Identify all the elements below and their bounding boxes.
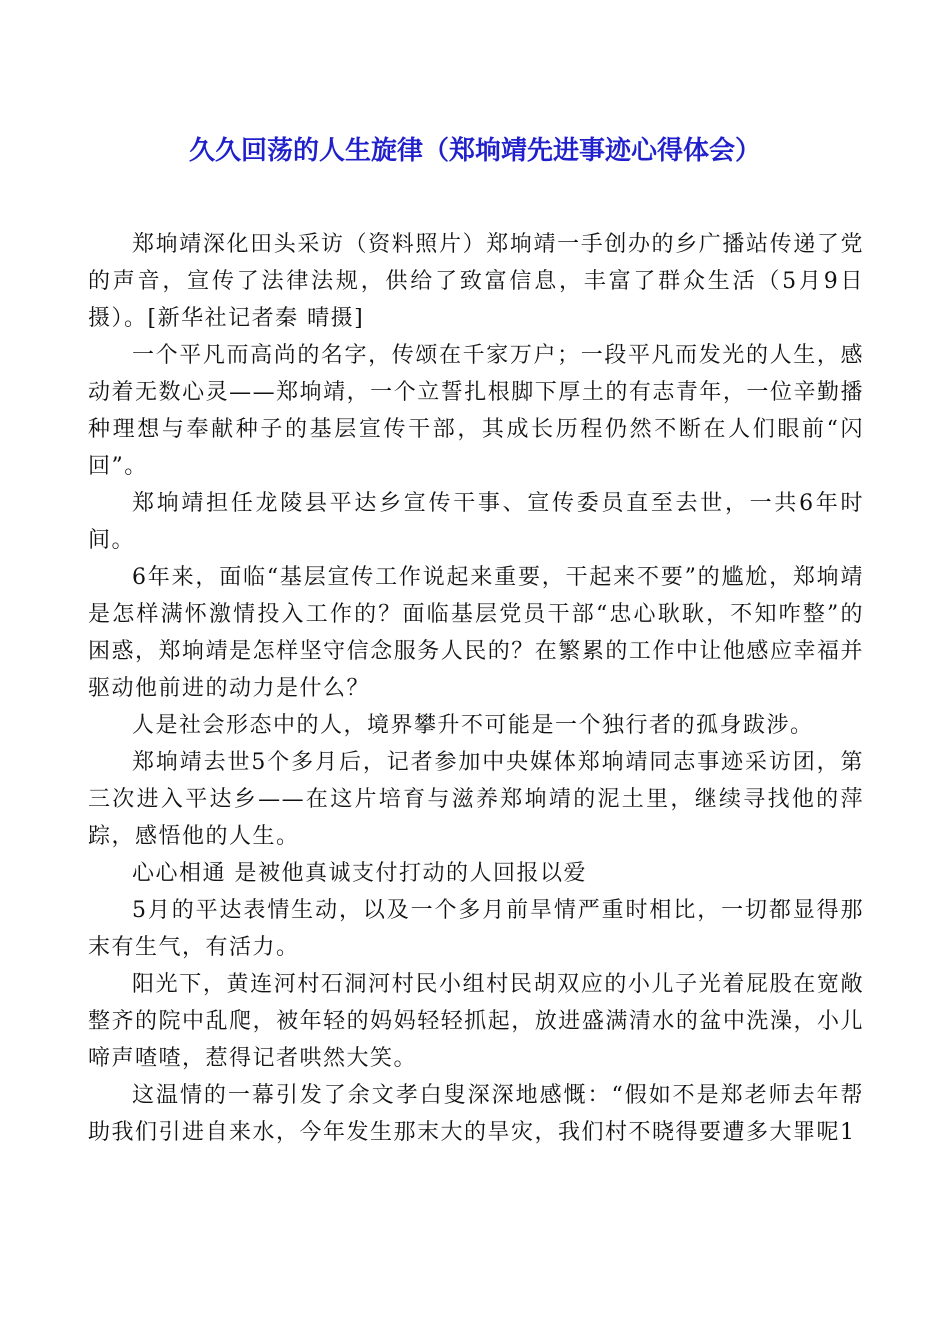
document-body [88, 226, 864, 1151]
paragraph: 6年来，面临“基层宣传工作说起来重要，干起来不要”的尴尬，郑垧靖是怎样满怀激情投入工作的？面临基层党员干部“忠心耿耿，不知咋整”的困惑，郑垧靖是怎样坚守信念服务人民的？在繁累的工作中让他感应幸福并驱动他前进的动力是什么？ [88, 565, 864, 701]
paragraph: 一个平凡而高尚的名字，传颂在千家万户；一段平凡而发光的人生，感动着无数心灵——郑垧靖，一个立誓扎根脚下厚土的有志青年，一位辛勤播种理想与奉献种子的基层宣传干部，其成长历程仍然不断在人们眼前“闪回”。 [88, 343, 864, 479]
paragraph: 人是社会形态中的人，境界攀升不可能是一个独行者的孤身跋涉。 [132, 713, 814, 738]
paragraph: 郑垧靖去世5个多月后，记者参加中央媒体郑垧靖同志事迹采访团，第三次进入平达乡——在这片培育与滋养郑垧靖的泥土里，继续寻找他的萍踪，感悟他的人生。 [88, 750, 864, 849]
document-title: 久久回荡的人生旋律（郑垧靖先进事迹心得体会） [188, 136, 761, 166]
paragraph: 这温情的一幕引发了余文孝白叟深深地感慨：“假如不是郑老师去年帮助我们引进自来水，今年发生那末大的旱灾，我们村不晓得要遭多大罪呢1 [88, 1083, 864, 1145]
paragraph: 郑垧靖担任龙陵县平达乡宣传干事、宣传委员直至去世，一共6年时间。 [88, 491, 864, 553]
paragraph: 5月的平达表情生动，以及一个多月前旱情严重时相比，一切都显得那末有生气，有活力。 [88, 898, 864, 960]
section-heading: 心心相通 是被他真诚支付打动的人回报以爱 [132, 861, 587, 886]
paragraph: 阳光下，黄连河村石洞河村民小组村民胡双应的小儿子光着屁股在宽敞整齐的院中乱爬，被年轻的妈妈轻轻抓起，放进盛满清水的盆中洗澡，小儿啼声喳喳，惹得记者哄然大笑。 [88, 972, 864, 1071]
paragraph: 郑垧靖深化田头采访（资料照片）郑垧靖一手创办的乡广播站传递了党的声音，宣传了法律法规，供给了致富信息，丰富了群众生活（5月9日摄）。[新华社记者秦 晴摄] [88, 232, 864, 331]
